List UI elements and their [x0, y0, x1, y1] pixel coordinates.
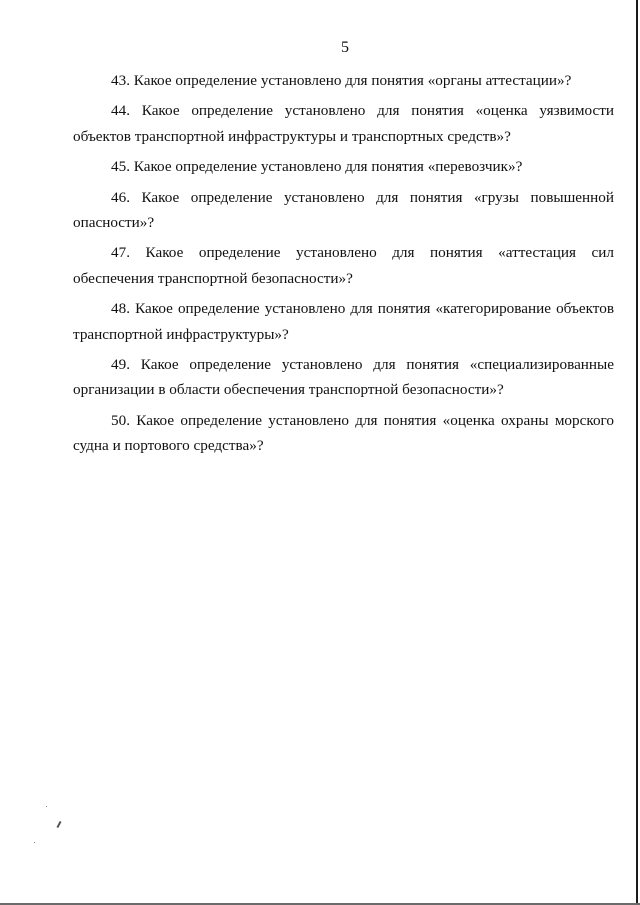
scan-artifact-mark [56, 821, 61, 828]
question-item [73, 296, 614, 347]
question-number: 45. [111, 158, 130, 176]
scan-artifact-dot [46, 806, 47, 807]
question-item [73, 68, 614, 93]
question-item [73, 240, 614, 291]
question-text: Какое определение установлено для понятия «оценка уязвимости объектов транспортной инфраструктуры и транспортных средств»? [73, 102, 615, 145]
question-number: 49. [111, 356, 130, 374]
question-item [73, 154, 614, 179]
question-item [73, 98, 614, 149]
question-item [73, 352, 614, 403]
question-number: 43. [111, 72, 130, 89]
question-number: 47. [111, 244, 130, 262]
question-number: 44. [111, 102, 130, 120]
question-text: Какое определение установлено для понятия «оценка охраны морского судна и портового средства»? [73, 411, 614, 455]
question-text: Какое определение установлено для понятия «грузы повышенной опасности»? [73, 188, 614, 232]
question-number: 50. [111, 411, 130, 429]
question-number: 48. [111, 300, 130, 318]
question-item [73, 185, 614, 236]
question-number: 46. [111, 188, 130, 206]
question-list [73, 68, 614, 464]
question-text: Какое определение установлено для понятия «специализированные организации в области обеспечения транспортной безопасности»? [73, 356, 615, 399]
question-text: Какое определение установлено для понятия «категорирование объектов транспортной инфраструктуры»? [73, 300, 614, 343]
question-text: Какое определение установлено для понятия «аттестация сил обеспечения транспортной безопасности»? [73, 244, 615, 287]
question-text: Какое определение установлено для понятия «перевозчик»? [133, 158, 523, 176]
question-text: Какое определение установлено для понятия «органы аттестации»? [133, 72, 572, 89]
scan-artifact-dot [34, 842, 35, 843]
page-number: 5 [341, 39, 349, 56]
question-item [73, 408, 614, 459]
scan-edge-right [636, 0, 638, 905]
